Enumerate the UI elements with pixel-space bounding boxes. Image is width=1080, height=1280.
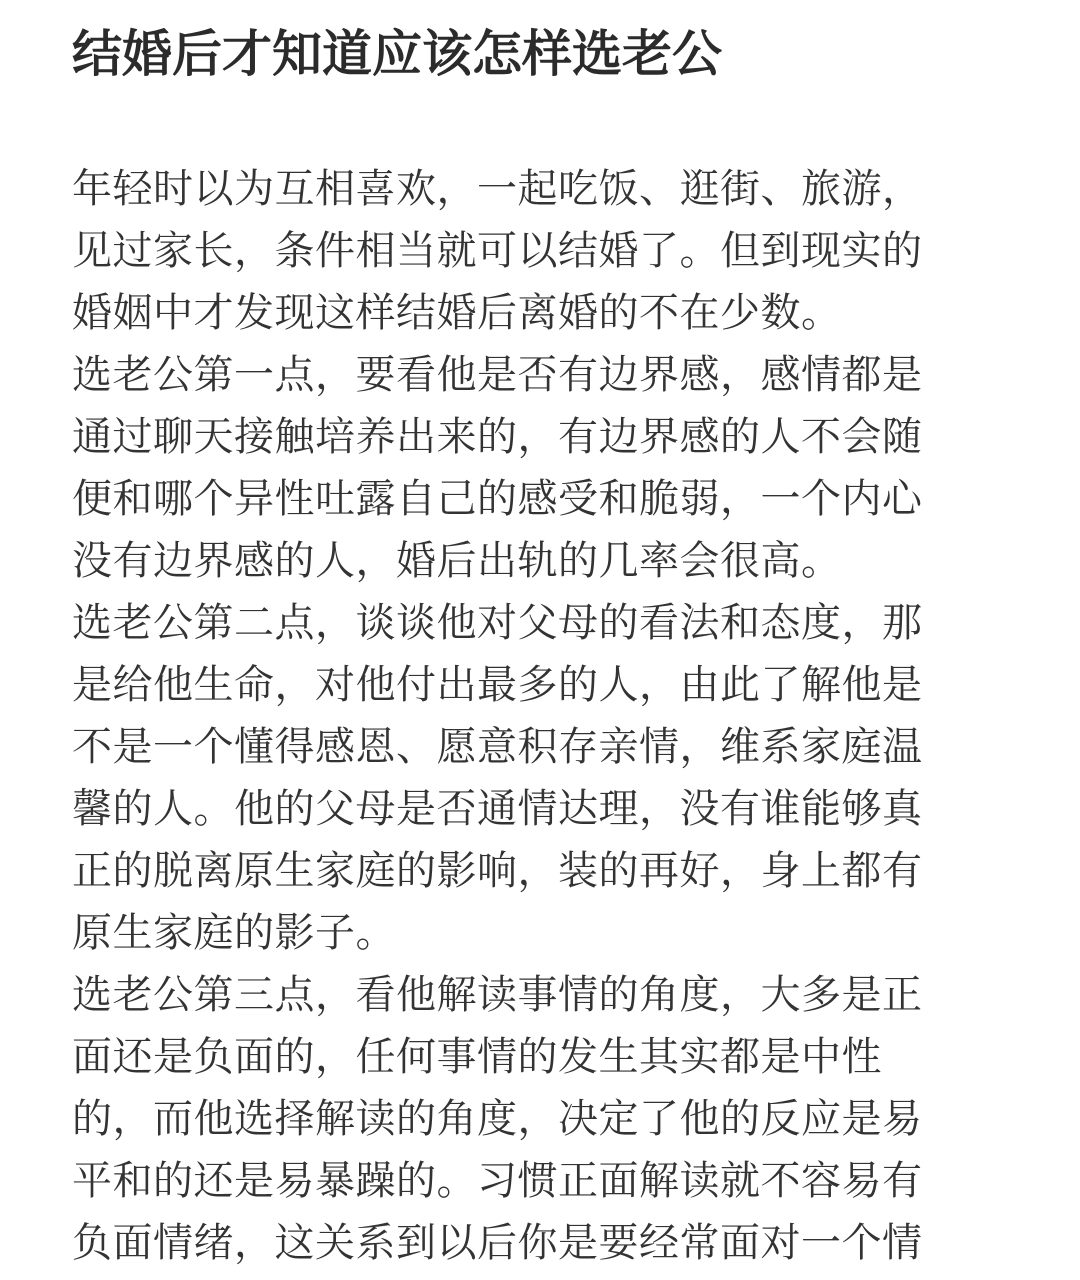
body-line: 选老公第三点，看他解读事情的角度，大多是正 <box>72 972 923 1018</box>
body-line: 没有边界感的人，婚后出轨的几率会很高。 <box>72 538 842 584</box>
body-line: 面还是负面的，任何事情的发生其实都是中性 <box>72 1034 882 1080</box>
body-line: 不是一个懂得感恩、愿意积存亲情，维系家庭温 <box>72 724 923 770</box>
article-title: 结婚后才知道应该怎样选老公 <box>72 25 722 83</box>
body-line: 馨的人。他的父母是否通情达理，没有谁能够真 <box>72 786 923 832</box>
body-line: 正的脱离原生家庭的影响，装的再好，身上都有 <box>72 848 923 894</box>
body-line: 是给他生命，对他付出最多的人，由此了解他是 <box>72 662 923 708</box>
article-body <box>72 158 1012 1274</box>
body-line: 便和哪个异性吐露自己的感受和脆弱，一个内心 <box>72 476 923 522</box>
body-line: 见过家长，条件相当就可以结婚了。但到现实的 <box>72 228 923 274</box>
body-line: 选老公第二点，谈谈他对父母的看法和态度，那 <box>72 600 923 646</box>
body-line: 平和的还是易暴躁的。习惯正面解读就不容易有 <box>72 1158 923 1204</box>
body-line: 婚姻中才发现这样结婚后离婚的不在少数。 <box>72 290 842 336</box>
body-line: 原生家庭的影子。 <box>72 910 396 956</box>
body-line: 通过聊天接触培养出来的，有边界感的人不会随 <box>72 414 923 460</box>
body-line: 的，而他选择解读的角度，决定了他的反应是易 <box>72 1096 923 1142</box>
body-line: 年轻时以为互相喜欢，一起吃饭、逛街、旅游， <box>72 166 923 212</box>
body-line: 负面情绪，这关系到以后你是要经常面对一个情 <box>72 1220 923 1266</box>
body-line: 选老公第一点，要看他是否有边界感，感情都是 <box>72 352 923 398</box>
